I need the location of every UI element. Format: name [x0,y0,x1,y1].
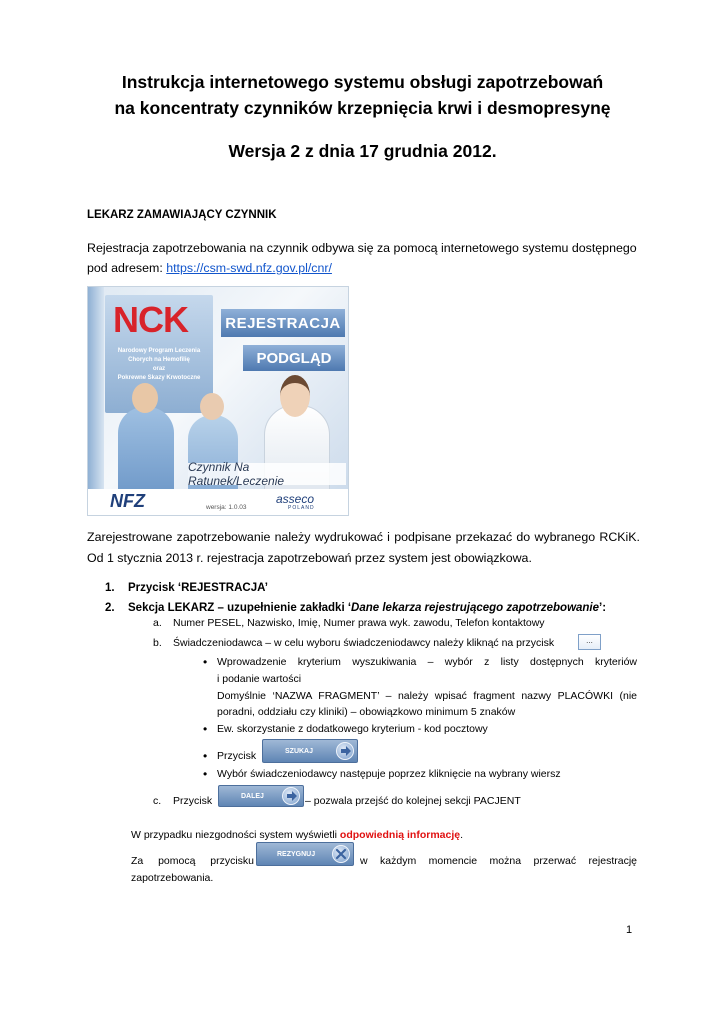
app-start-screen [87,286,349,516]
step2-number: 2. [105,602,115,614]
logo-box [105,295,213,413]
title-line-2: na koncentraty czynników krzepnięcia krwi i desmopresynę [114,98,611,118]
item-b-text: Świadczeniodawca – w celu wyboru świadczeniodawcy należy kliknąć na przycisk [173,637,555,649]
mismatch-prefix: W przypadku niezgodności system wyświetli [131,829,340,841]
intro-prefix: pod adresem: [87,261,167,275]
bullet-dot: • [203,749,208,763]
asseco-sub: POLAND [288,505,315,511]
item-c-suffix: – pozwala przejść do kolejnej sekcji PACJENT [305,795,521,807]
item-a-label: a. [153,617,162,629]
bullet1-line-3: Domyślnie ‘NAZWA FRAGMENT’ – należy wpisać fragment nazwy PLACÓWKI (nie [217,690,637,702]
item-b-label: b. [153,637,162,649]
bullet4-text: Wybór świadczeniodawcy następuje poprzez kliknięcie na wybrany wiersz [217,768,561,780]
search-button-label: SZUKAJ [285,747,314,755]
cancel-button[interactable] [256,842,354,866]
bullet1-line-4: poradni, oddziału czy kliniki) – obowiązkowo minimum 5 znaków [217,706,516,718]
bullet-dot: • [203,722,208,736]
step1-number: 1. [105,582,115,594]
mismatch-text [131,829,463,841]
para2-line-2: Od 1 stycznia 2013 r. rejestracja zapotrzebowań przez system jest obowiązkowa. [87,551,532,565]
bullet-dot: • [203,767,208,781]
side-stripe [88,287,104,515]
mismatch-highlight: odpowiednią informację [339,829,461,841]
caption-line: Pokrewne Skazy Krwotoczne [117,375,201,381]
nfz-logo: NFZ [110,491,145,511]
next-button-label: DALEJ [241,792,264,800]
doctor-head-image [132,383,158,413]
step2-italic: Dane lekarza rejestrującego zapotrzebowanie [351,602,600,614]
arrow-right-icon [336,742,354,760]
close-icon [332,845,350,863]
caption-line: Narodowy Program Leczenia [117,348,201,354]
bullet1-line-1: Wprowadzenie kryterium wyszukiwania – wybór z listy dostępnych kryteriów [217,656,637,668]
bullet-dot: • [203,655,208,669]
section-heading: LEKARZ ZAMAWIAJĄCY CZYNNIK [87,209,277,221]
woman-doctor-head-image [280,375,310,417]
cancel-button-label: REZYGNUJ [277,850,316,858]
intro-line-1: Rejestracja zapotrzebowania na czynnik odbywa się za pomocą internetowego systemu dostępnego [87,241,637,255]
mismatch-suffix: . [460,829,464,841]
ellipsis-button[interactable]: ... [578,634,601,650]
arrow-right-icon [282,787,300,805]
cancel-suffix: w każdym momencie można przerwać rejestrację [360,855,637,867]
nck-logo: NCK [113,299,188,340]
step1-text: Przycisk ‘REJESTRACJA’ [128,582,268,594]
asseco-logo: asseco [276,492,315,506]
bullet1-line-2: i podanie wartości [217,673,302,685]
item-a-text: Numer PESEL, Nazwisko, Imię, Numer prawa wyk. zawodu, Telefon kontaktowy [173,617,545,629]
preview-button[interactable]: PODGLĄD [243,345,345,371]
page-number: 1 [626,924,633,936]
caption-line: Chorych na Hemofilię [128,357,190,363]
para2-line-1: Zarejestrowane zapotrzebowanie należy wydrukować i podpisane przekazać do wybranego RCKiK. [87,530,640,544]
item-c-label: c. [153,795,162,807]
doctor-figure-image [118,407,174,497]
banner-text: Czynnik Na Ratunek/Leczenie [188,463,346,485]
step2-text [128,598,606,618]
caption-line: oraz [152,366,166,372]
step2-suffix: ’: [599,602,607,614]
intro-line-2 [87,258,332,278]
cancel-line-2: zapotrzebowania. [131,872,214,884]
bullet2-text: Ew. skorzystanie z dodatkowego kryterium - kod pocztowy [217,723,488,735]
system-url-link[interactable]: https://csm-swd.nfz.gov.pl/cnr/ [166,261,332,275]
search-button[interactable] [262,739,358,763]
bullet3-text: Przycisk [217,750,257,762]
app-version: wersja: 1.0.03 [206,504,247,511]
next-button[interactable] [218,785,304,807]
version-line: Wersja 2 z dnia 17 grudnia 2012. [228,141,497,161]
nurse-head-image [200,393,224,420]
cancel-prefix: Za pomocą przycisku [131,855,254,867]
item-c-prefix: Przycisk [173,795,213,807]
title-line-1: Instrukcja internetowego systemu obsługi zapotrzebowań [121,72,604,92]
step2-prefix: Sekcja LEKARZ – uzupełnienie zakładki ‘ [128,602,352,614]
register-button[interactable]: REJESTRACJA [221,309,345,337]
logo-caption [109,347,209,383]
